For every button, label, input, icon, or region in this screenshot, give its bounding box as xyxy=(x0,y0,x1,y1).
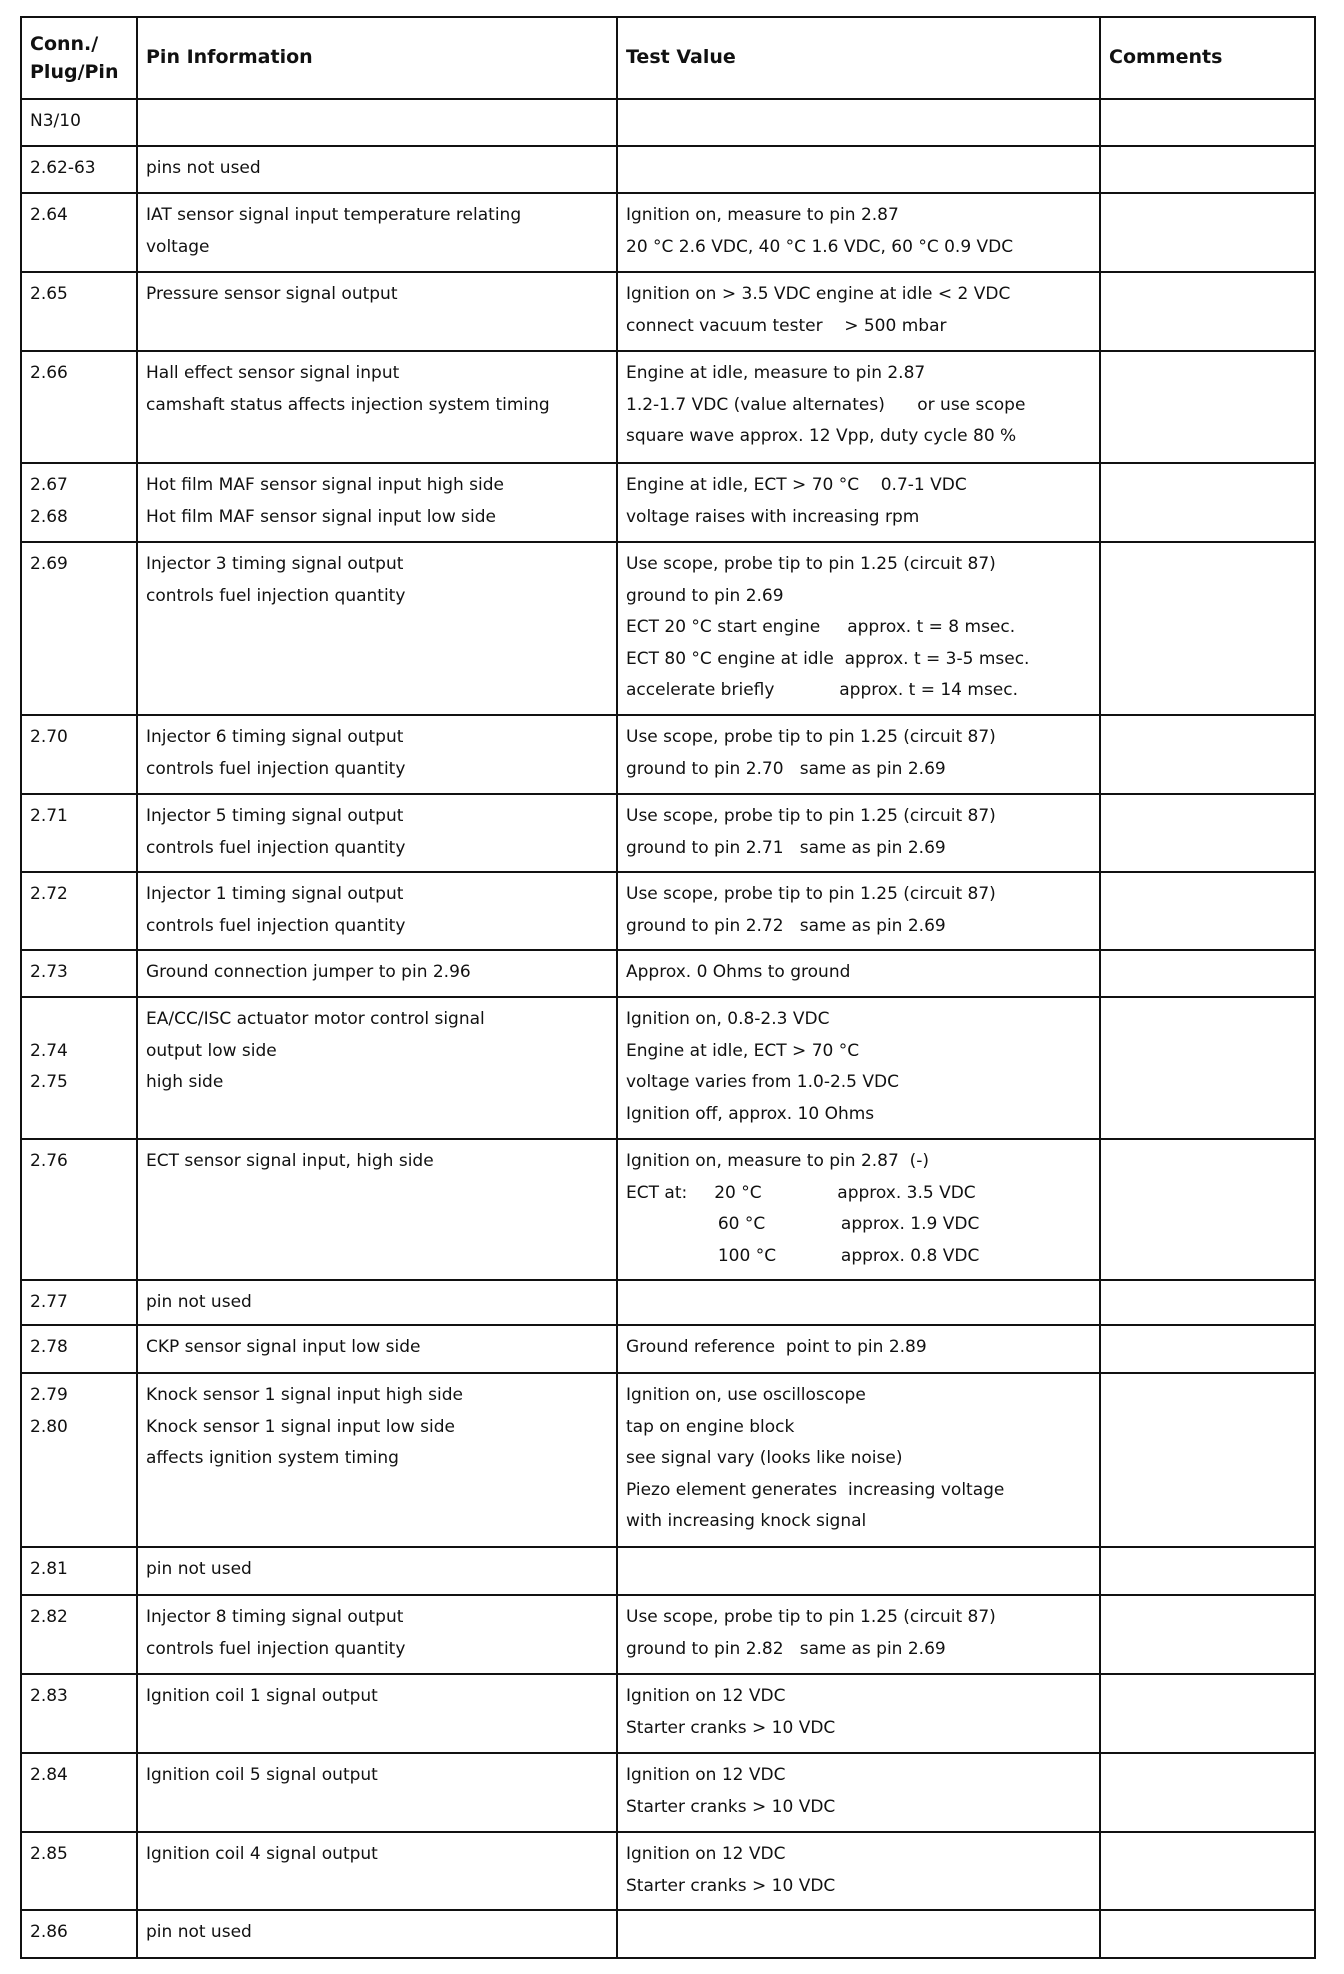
pin-information-cell xyxy=(137,99,617,146)
pin-cell xyxy=(21,1139,137,1280)
test-value-line: 100 °C approx. 0.8 VDC xyxy=(626,1245,980,1266)
pin-cell xyxy=(21,542,137,715)
pin-line: 2.84 xyxy=(30,1765,68,1785)
pin-information-line: Hot film MAF sensor signal input high side xyxy=(146,475,504,495)
pin-line: 2.78 xyxy=(30,1337,68,1357)
table-header-row xyxy=(21,17,1315,99)
table-row xyxy=(21,1139,1315,1280)
test-value-line: voltage varies from 1.0-2.5 VDC xyxy=(626,1072,899,1092)
table-row xyxy=(21,463,1315,542)
comments-cell xyxy=(1100,950,1315,997)
pin-information-cell xyxy=(137,1325,617,1373)
table-row xyxy=(21,146,1315,193)
pin-line: 2.80 xyxy=(30,1416,68,1437)
pin-line: 2.86 xyxy=(30,1922,68,1942)
test-value-line: connect vacuum tester > 500 mbar xyxy=(626,315,947,336)
test-value-line: ECT at: 20 °C approx. 3.5 VDC xyxy=(626,1182,976,1203)
comments-cell xyxy=(1100,463,1315,542)
test-value-line: 20 °C 2.6 VDC, 40 °C 1.6 VDC, 60 °C 0.9 VDC xyxy=(626,236,1014,257)
table-row xyxy=(21,272,1315,351)
test-value-cell xyxy=(617,1373,1100,1547)
pin-information-line: Ignition coil 1 signal output xyxy=(146,1686,378,1706)
table-row xyxy=(21,193,1315,272)
pin-information-cell xyxy=(137,715,617,794)
pin-line: 2.74 xyxy=(30,1040,68,1061)
pin-information-line: pin not used xyxy=(146,1559,252,1579)
header-pin-information: Pin Information xyxy=(137,17,617,99)
table-row xyxy=(21,542,1315,715)
test-value-cell xyxy=(617,1674,1100,1753)
pin-information-line: Injector 8 timing signal output xyxy=(146,1607,404,1627)
test-value-cell xyxy=(617,1910,1100,1958)
comments-cell xyxy=(1100,272,1315,351)
pin-information-line: Ignition coil 4 signal output xyxy=(146,1844,378,1864)
test-value-line: accelerate briefly approx. t = 14 msec. xyxy=(626,680,1019,700)
test-value-cell xyxy=(617,1595,1100,1674)
pin-test-table xyxy=(20,16,1316,1959)
test-value-line: Ignition off, approx. 10 Ohms xyxy=(626,1103,875,1124)
table-row xyxy=(21,1280,1315,1325)
pin-information-cell xyxy=(137,351,617,463)
test-value-cell xyxy=(617,351,1100,463)
pin-information-line: EA/CC/ISC actuator motor control signal xyxy=(146,1009,485,1029)
test-value-line: 1.2-1.7 VDC (value alternates) or use scope xyxy=(626,394,1026,415)
pin-information-line: controls fuel injection quantity xyxy=(146,758,406,779)
pin-line: 2.72 xyxy=(30,884,68,904)
pin-information-line: Ground connection jumper to pin 2.96 xyxy=(146,962,471,982)
pin-line: 2.65 xyxy=(30,284,68,304)
pin-information-line: camshaft status affects injection system timing xyxy=(146,394,550,415)
pin-line: N3/10 xyxy=(30,111,81,131)
test-value-line: Ignition on, 0.8-2.3 VDC xyxy=(626,1009,830,1029)
pin-information-line: pin not used xyxy=(146,1292,252,1312)
pin-information-cell xyxy=(137,1832,617,1910)
pin-line: 2.75 xyxy=(30,1072,68,1092)
pin-information-line: pins not used xyxy=(146,158,261,178)
test-value-line: Starter cranks > 10 VDC xyxy=(626,1717,836,1738)
pin-cell xyxy=(21,1753,137,1832)
test-value-line: Use scope, probe tip to pin 1.25 (circuit 87) xyxy=(626,884,996,904)
pin-information-line: high side xyxy=(146,1072,224,1092)
test-value-line: Ground reference point to pin 2.89 xyxy=(626,1337,927,1357)
test-value-cell xyxy=(617,715,1100,794)
pin-line: 2.67 xyxy=(30,475,68,495)
comments-cell xyxy=(1100,1547,1315,1595)
table-row xyxy=(21,997,1315,1139)
pin-line xyxy=(30,1004,128,1036)
comments-cell xyxy=(1100,1910,1315,1958)
table-row xyxy=(21,1832,1315,1910)
test-value-cell xyxy=(617,193,1100,272)
pin-line: 2.66 xyxy=(30,363,68,383)
pin-information-cell xyxy=(137,1910,617,1958)
test-value-cell xyxy=(617,542,1100,715)
test-value-line: ECT 20 °C start engine approx. t = 8 msec. xyxy=(626,617,1016,637)
pin-information-line: Hall effect sensor signal input xyxy=(146,363,400,383)
test-value-cell xyxy=(617,146,1100,193)
comments-cell xyxy=(1100,99,1315,146)
comments-cell xyxy=(1100,872,1315,950)
test-value-cell xyxy=(617,1753,1100,1832)
comments-cell xyxy=(1100,193,1315,272)
pin-cell xyxy=(21,1910,137,1958)
test-value-line: Ignition on 12 VDC xyxy=(626,1765,786,1785)
pin-cell xyxy=(21,1547,137,1595)
test-value-cell xyxy=(617,1547,1100,1595)
pin-information-cell xyxy=(137,1139,617,1280)
table-row xyxy=(21,794,1315,872)
pin-cell xyxy=(21,1373,137,1547)
comments-cell xyxy=(1100,1280,1315,1325)
pin-cell xyxy=(21,99,137,146)
test-value-line: Ignition on, measure to pin 2.87 xyxy=(626,205,899,225)
table-body xyxy=(21,99,1315,1958)
comments-cell xyxy=(1100,1753,1315,1832)
pin-information-line: Injector 1 timing signal output xyxy=(146,884,404,904)
test-value-cell xyxy=(617,1280,1100,1325)
table-row xyxy=(21,1595,1315,1674)
test-value-cell xyxy=(617,1139,1100,1280)
pin-information-cell xyxy=(137,997,617,1139)
test-value-line: Ignition on, measure to pin 2.87 (-) xyxy=(626,1151,930,1171)
pin-information-cell xyxy=(137,1280,617,1325)
comments-cell xyxy=(1100,794,1315,872)
test-value-cell xyxy=(617,794,1100,872)
comments-cell xyxy=(1100,1325,1315,1373)
pin-information-line: Injector 3 timing signal output xyxy=(146,554,404,574)
pin-information-line: Knock sensor 1 signal input high side xyxy=(146,1385,463,1405)
test-value-line: 60 °C approx. 1.9 VDC xyxy=(626,1214,980,1234)
pin-line: 2.82 xyxy=(30,1607,68,1627)
comments-cell xyxy=(1100,715,1315,794)
table-row xyxy=(21,99,1315,146)
pin-information-cell xyxy=(137,794,617,872)
comments-cell xyxy=(1100,997,1315,1139)
pin-cell xyxy=(21,1674,137,1753)
pin-information-line: controls fuel injection quantity xyxy=(146,1638,406,1659)
test-value-line: see signal vary (looks like noise) xyxy=(626,1448,903,1468)
pin-cell xyxy=(21,146,137,193)
pin-information-cell xyxy=(137,1595,617,1674)
pin-information-line: IAT sensor signal input temperature relating xyxy=(146,205,522,225)
table-row xyxy=(21,351,1315,463)
test-value-line: ground to pin 2.70 same as pin 2.69 xyxy=(626,758,946,779)
test-value-line: ground to pin 2.82 same as pin 2.69 xyxy=(626,1638,946,1659)
pin-information-line: controls fuel injection quantity xyxy=(146,585,406,606)
pin-cell xyxy=(21,351,137,463)
comments-cell xyxy=(1100,1832,1315,1910)
pin-information-cell xyxy=(137,1674,617,1753)
pin-information-cell xyxy=(137,1547,617,1595)
table-row xyxy=(21,1910,1315,1958)
test-value-line: ground to pin 2.71 same as pin 2.69 xyxy=(626,837,946,858)
pin-line: 2.76 xyxy=(30,1151,68,1171)
pin-information-line: affects ignition system timing xyxy=(146,1448,399,1468)
pin-information-line: pin not used xyxy=(146,1922,252,1942)
pin-information-line: Injector 5 timing signal output xyxy=(146,806,404,826)
pin-cell xyxy=(21,950,137,997)
pin-information-line: controls fuel injection quantity xyxy=(146,915,406,936)
test-value-cell xyxy=(617,997,1100,1139)
test-value-line: square wave approx. 12 Vpp, duty cycle 80 % xyxy=(626,426,1017,446)
pin-line: 2.69 xyxy=(30,554,68,574)
header-pin xyxy=(21,17,137,99)
test-value-line: Use scope, probe tip to pin 1.25 (circuit 87) xyxy=(626,806,996,826)
test-value-cell xyxy=(617,1832,1100,1910)
pin-cell xyxy=(21,463,137,542)
pin-line: 2.83 xyxy=(30,1686,68,1706)
test-value-line: Starter cranks > 10 VDC xyxy=(626,1796,836,1817)
test-value-line: Piezo element generates increasing voltage xyxy=(626,1479,1005,1500)
header-comments: Comments xyxy=(1100,17,1315,99)
pin-information-line: voltage xyxy=(146,236,210,257)
comments-cell xyxy=(1100,1373,1315,1547)
table-row xyxy=(21,872,1315,950)
pin-cell xyxy=(21,1595,137,1674)
pin-line: 2.79 xyxy=(30,1385,68,1405)
test-value-cell xyxy=(617,950,1100,997)
pin-line: 2.68 xyxy=(30,506,68,527)
table-row xyxy=(21,1753,1315,1832)
test-value-line: Starter cranks > 10 VDC xyxy=(626,1875,836,1896)
table-row xyxy=(21,1325,1315,1373)
test-value-line: tap on engine block xyxy=(626,1416,795,1437)
header-test-value: Test Value xyxy=(617,17,1100,99)
pin-cell xyxy=(21,272,137,351)
test-value-line: Engine at idle, ECT > 70 °C 0.7-1 VDC xyxy=(626,475,967,495)
pin-information-cell xyxy=(137,872,617,950)
pin-cell xyxy=(21,1280,137,1325)
test-value-line: Use scope, probe tip to pin 1.25 (circuit 87) xyxy=(626,1607,996,1627)
pin-line: 2.70 xyxy=(30,727,68,747)
pin-information-line: ECT sensor signal input, high side xyxy=(146,1151,434,1171)
test-value-line: Use scope, probe tip to pin 1.25 (circuit 87) xyxy=(626,727,996,747)
test-value-cell xyxy=(617,872,1100,950)
pin-information-cell xyxy=(137,146,617,193)
test-value-line: Use scope, probe tip to pin 1.25 (circuit 87) xyxy=(626,554,996,574)
header-pin-label: Conn./ Plug/Pin xyxy=(30,33,119,83)
pin-information-cell xyxy=(137,1373,617,1547)
pin-line: 2.77 xyxy=(30,1292,68,1312)
pin-line: 2.62-63 xyxy=(30,158,96,178)
comments-cell xyxy=(1100,351,1315,463)
test-value-line: Engine at idle, ECT > 70 °C xyxy=(626,1040,860,1061)
pin-information-line: CKP sensor signal input low side xyxy=(146,1337,421,1357)
test-value-line: voltage raises with increasing rpm xyxy=(626,506,920,527)
test-value-line: Ignition on 12 VDC xyxy=(626,1686,786,1706)
comments-cell xyxy=(1100,542,1315,715)
pin-information-line: Ignition coil 5 signal output xyxy=(146,1765,378,1785)
table-row xyxy=(21,1547,1315,1595)
pin-information-cell xyxy=(137,193,617,272)
test-value-line: ground to pin 2.72 same as pin 2.69 xyxy=(626,915,946,936)
test-value-cell xyxy=(617,99,1100,146)
pin-cell xyxy=(21,193,137,272)
pin-cell xyxy=(21,715,137,794)
pin-cell xyxy=(21,872,137,950)
pin-information-line: Hot film MAF sensor signal input low side xyxy=(146,506,496,527)
pin-cell xyxy=(21,997,137,1139)
pin-information-line: Pressure sensor signal output xyxy=(146,284,398,304)
table-row xyxy=(21,1674,1315,1753)
pin-line: 2.85 xyxy=(30,1844,68,1864)
test-value-cell xyxy=(617,272,1100,351)
test-value-line: with increasing knock signal xyxy=(626,1511,867,1531)
test-value-cell xyxy=(617,463,1100,542)
table-row xyxy=(21,1373,1315,1547)
test-value-line: ECT 80 °C engine at idle approx. t = 3-5 msec. xyxy=(626,648,1030,669)
comments-cell xyxy=(1100,146,1315,193)
test-value-line: Ignition on > 3.5 VDC engine at idle < 2 VDC xyxy=(626,284,1011,304)
pin-cell xyxy=(21,1832,137,1910)
pin-information-cell xyxy=(137,542,617,715)
pin-information-line: Injector 6 timing signal output xyxy=(146,727,404,747)
pin-line: 2.64 xyxy=(30,205,68,225)
pin-information-cell xyxy=(137,1753,617,1832)
table-row xyxy=(21,950,1315,997)
pin-line: 2.81 xyxy=(30,1559,68,1579)
comments-cell xyxy=(1100,1139,1315,1280)
table-row xyxy=(21,715,1315,794)
pin-information-cell xyxy=(137,272,617,351)
pin-information-line: output low side xyxy=(146,1040,277,1061)
pin-information-cell xyxy=(137,463,617,542)
test-value-line: Engine at idle, measure to pin 2.87 xyxy=(626,363,926,383)
test-value-cell xyxy=(617,1325,1100,1373)
test-value-line: Approx. 0 Ohms to ground xyxy=(626,962,851,982)
test-value-line: Ignition on, use oscilloscope xyxy=(626,1385,866,1405)
pin-cell xyxy=(21,794,137,872)
pin-line: 2.71 xyxy=(30,806,68,826)
test-value-line: Ignition on 12 VDC xyxy=(626,1844,786,1864)
pin-information-line: Knock sensor 1 signal input low side xyxy=(146,1416,455,1437)
pin-cell xyxy=(21,1325,137,1373)
test-value-line: ground to pin 2.69 xyxy=(626,585,784,606)
comments-cell xyxy=(1100,1674,1315,1753)
pin-information-cell xyxy=(137,950,617,997)
pin-information-line: controls fuel injection quantity xyxy=(146,837,406,858)
comments-cell xyxy=(1100,1595,1315,1674)
pin-line: 2.73 xyxy=(30,962,68,982)
